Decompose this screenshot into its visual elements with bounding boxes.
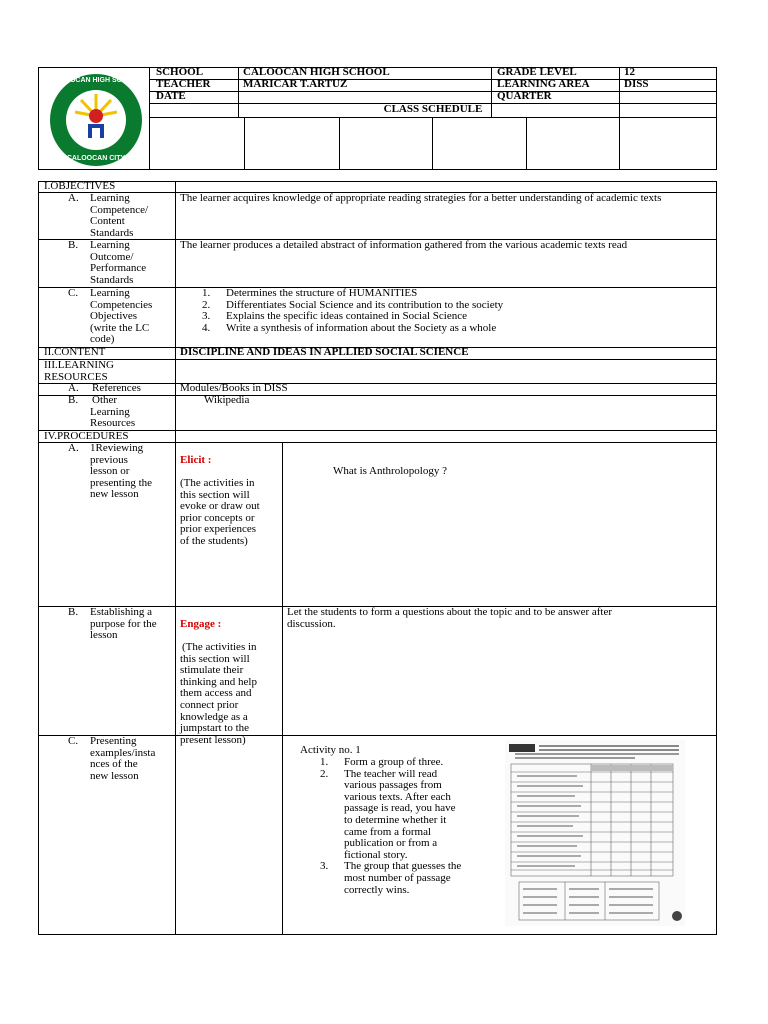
class-schedule-label: CLASS SCHEDULE (383, 103, 483, 115)
logo-ring-top: CALOOCAN HIGH SCHOOL (50, 77, 142, 84)
school-value: CALOOCAN HIGH SCHOOL (243, 66, 390, 78)
list-item: Differentiates Social Science and its contribution to the society (226, 298, 504, 311)
references-text: Modules/Books in DISS (180, 382, 288, 394)
learning-competence-text: The learner acquires knowledge of appropriate reading strategies for a better understanding of academic texts (180, 192, 662, 204)
school-label: SCHOOL (156, 66, 204, 78)
other-resources-text: Wikipedia (204, 394, 250, 406)
worksheet-image (505, 740, 685, 926)
learning-outcome-text: The learner produces a detailed abstract of information gathered from the various academic texts read (180, 239, 628, 251)
list-item: Form a group of three. (344, 756, 444, 768)
references-label: References (92, 382, 141, 394)
list-item: Write a synthesis of information about the Society as a whole (226, 321, 497, 334)
grade-label: GRADE LEVEL (497, 66, 577, 78)
list-item: Determines the structure of HUMANITIES (226, 287, 418, 299)
area-value: DISS (624, 78, 649, 90)
elicit-question: What is Anthrolopology ? (333, 465, 447, 477)
content-heading: II.CONTENT (44, 346, 106, 358)
list-item: Explains the specific ideas contained in Social Science (226, 310, 468, 323)
quarter-label: QUARTER (497, 90, 552, 102)
engage-title: Engage : (180, 618, 222, 630)
school-logo (48, 72, 144, 168)
elicit-title: Elicit : (180, 454, 212, 466)
objectives-heading: I.OBJECTIVES (44, 180, 116, 192)
list-item: The teacher will read (344, 767, 438, 780)
area-label: LEARNING AREA (497, 78, 590, 90)
teacher-label: TEACHER (156, 78, 211, 90)
content-text: DISCIPLINE AND IDEAS IN APLLIED SOCIAL SCIENCE (180, 346, 469, 358)
logo-ring-bottom: CALOOCAN CITY (66, 155, 126, 162)
list-item: The group that guesses the (344, 860, 462, 873)
procedures-heading: IV.PROCEDURES (44, 430, 129, 442)
grade-value: 12 (624, 66, 635, 78)
teacher-value: MARICAR T.ARTUZ (243, 78, 348, 90)
activity-title: Activity no. 1 (300, 744, 361, 756)
date-label: DATE (156, 90, 186, 102)
